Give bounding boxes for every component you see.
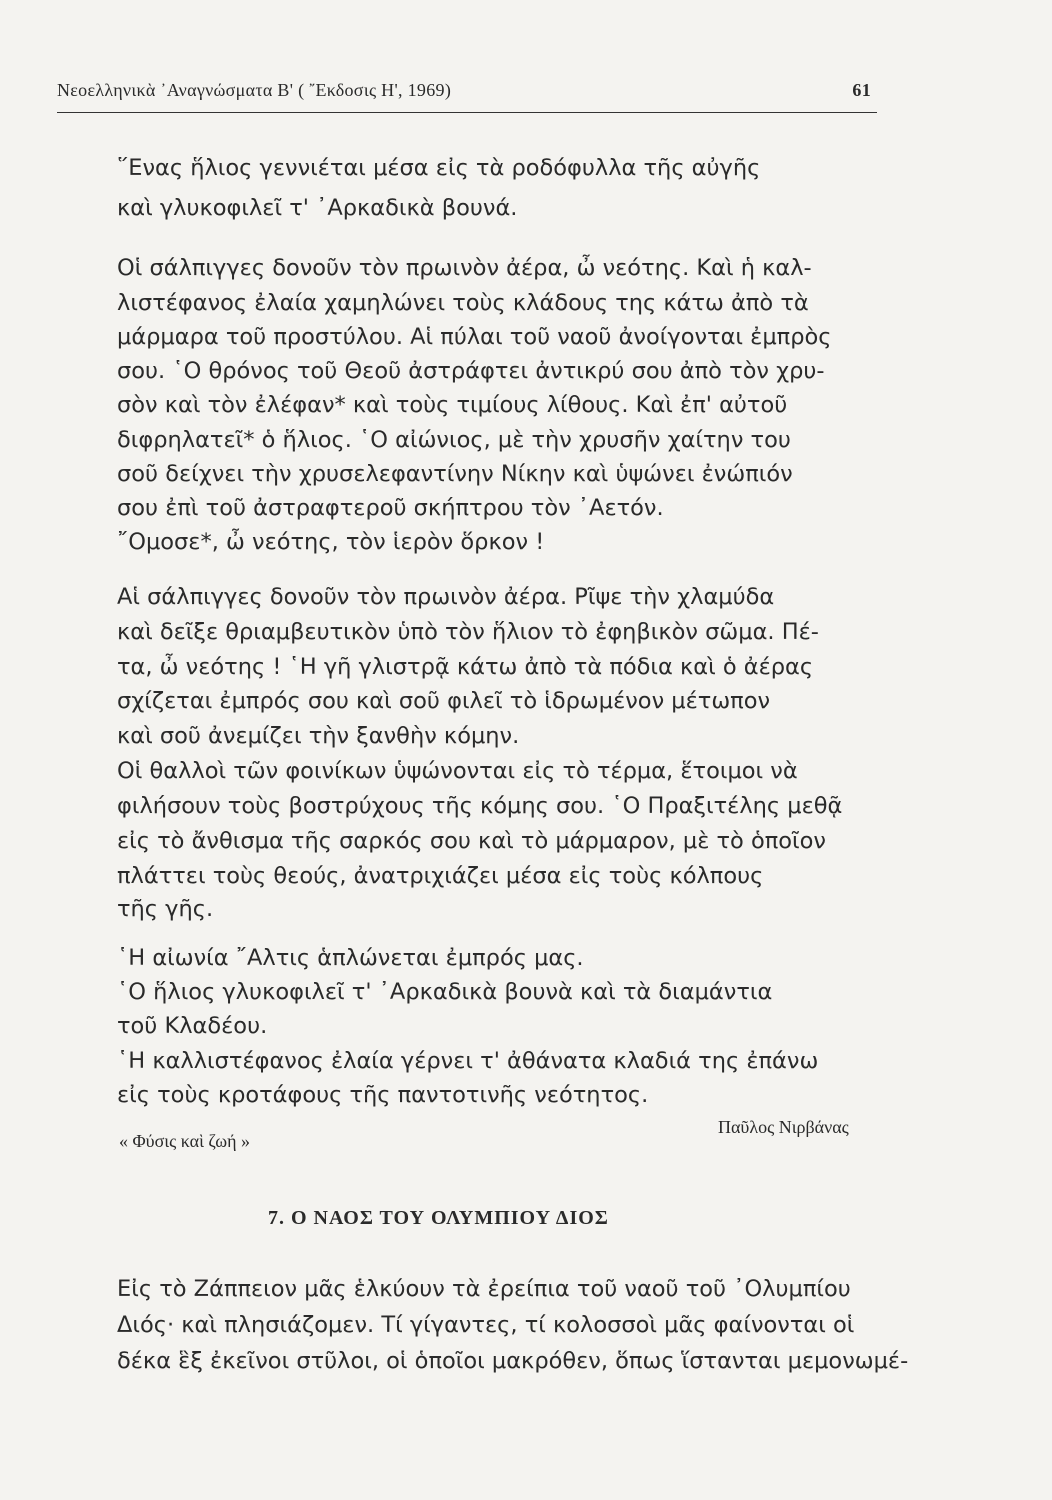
text-line: ῎Ομοσε*, ὦ νεότης, τὸν ἱερὸν ὅρκον ! — [117, 529, 545, 555]
section-heading: 7. Ο ΝΑΟΣ ΤΟΥ ΟΛΥΜΠΙΟΥ ΔΙΟΣ — [268, 1207, 609, 1229]
text-line: δέκα ἓξ ἐκεῖνοι στῦλοι, οἱ ὁποῖοι μακρόθεν, ὅπως ἵστανται μεμονωμέ- — [117, 1348, 909, 1374]
author-signature: Παῦλος Νιρβάνας — [718, 1117, 849, 1137]
source-citation: « Φύσις καὶ ζωή » — [119, 1131, 250, 1151]
text-line: εἰς τὸ ἄνθισμα τῆς σαρκός σου καὶ τὸ μάρμαρον, μὲ τὸ ὁποῖον — [117, 828, 826, 854]
text-line: εἰς τοὺς κροτάφους τῆς παντοτινῆς νεότητος. — [117, 1082, 649, 1108]
text-line: ῾Ο ἥλιος γλυκοφιλεῖ τ' ᾿Αρκαδικὰ βουνὰ καὶ τὰ διαμάντια — [117, 979, 773, 1005]
text-line: διφρηλατεῖ* ὁ ἥλιος. ῾Ο αἰώνιος, μὲ τὴν χρυσῆν χαίτην του — [117, 427, 791, 453]
text-line: ῾Η αἰωνία ῎Αλτις ἁπλώνεται ἐμπρός μας. — [117, 945, 584, 971]
text-line: Εἰς τὸ Ζάππειον μᾶς ἑλκύουν τὰ ἐρείπια τοῦ ναοῦ τοῦ ᾿Ολυμπίου — [117, 1276, 851, 1302]
text-line: σοῦ δείχνει τὴν χρυσελεφαντίνην Νίκην καὶ ὑψώνει ἐνώπιόν — [117, 461, 793, 487]
text-line: Οἱ θαλλοὶ τῶν φοινίκων ὑψώνονται εἰς τὸ τέρμα, ἕτοιμοι νὰ — [117, 758, 798, 784]
text-line: μάρμαρα τοῦ προστύλου. Αἱ πύλαι τοῦ ναοῦ ἀνοίγονται ἐμπρὸς — [117, 324, 832, 350]
text-line: λιστέφανος ἐλαία χαμηλώνει τοὺς κλάδους της κάτω ἀπὸ τὰ — [117, 290, 809, 316]
text-line: σχίζεται ἐμπρός σου καὶ σοῦ φιλεῖ τὸ ἱδρωμένον μέτωπον — [117, 688, 771, 714]
header-title: Νεοελληνικὰ ᾿Αναγνώσματα Β' ( ῎Εκδοσις Η', 1969) — [57, 80, 452, 100]
header-rule — [57, 112, 877, 113]
text-line: φιλήσουν τοὺς βοστρύχους τῆς κόμης σου. ῾Ο Πραξιτέλης μεθᾷ — [117, 793, 843, 819]
text-line: καὶ σοῦ ἀνεμίζει τὴν ξανθὴν κόμην. — [117, 723, 520, 749]
text-line: σου ἐπὶ τοῦ ἀστραφτεροῦ σκήπτρου τὸν ᾿Αετόν. — [117, 495, 664, 521]
text-line: σὸν καὶ τὸν ἐλέφαν* καὶ τοὺς τιμίους λίθους. Καὶ ἐπ' αὐτοῦ — [117, 392, 788, 418]
text-line: τα, ὦ νεότης ! ῾Η γῆ γλιστρᾷ κάτω ἀπὸ τὰ πόδια καὶ ὁ ἀέρας — [117, 654, 814, 680]
text-line: καὶ δεῖξε θριαμβευτικὸν ὑπὸ τὸν ἥλιον τὸ ἐφηβικὸν σῶμα. Πέ- — [117, 619, 819, 645]
text-line: Διός· καὶ πλησιάζομεν. Τί γίγαντες, τί κολοσσοὶ μᾶς φαίνονται οἱ — [117, 1312, 855, 1338]
page-number: 61 — [852, 80, 871, 100]
text-line: σου. ῾Ο θρόνος τοῦ Θεοῦ ἀστράφτει ἀντικρύ σου ἀπὸ τὸν χρυ- — [117, 358, 825, 384]
text-line: ῾Η καλλιστέφανος ἐλαία γέρνει τ' ἀθάνατα κλαδιά της ἐπάνω — [117, 1048, 819, 1074]
text-line: πλάττει τοὺς θεούς, ἀνατριχιάζει μέσα εἰς τοὺς κόλπους — [117, 863, 764, 889]
text-line: τοῦ Κλαδέου. — [117, 1013, 268, 1039]
text-line: καὶ γλυκοφιλεῖ τ' ᾿Αρκαδικὰ βουνά. — [117, 195, 518, 221]
text-line: ῞Ενας ἥλιος γεννιέται μέσα εἰς τὰ ροδόφυλλα τῆς αὐγῆς — [117, 155, 761, 181]
text-line: τῆς γῆς. — [117, 896, 214, 922]
text-line: Οἱ σάλπιγγες δονοῦν τὸν πρωινὸν ἀέρα, ὦ νεότης. Καὶ ἡ καλ- — [117, 255, 812, 281]
text-line: Αἱ σάλπιγγες δονοῦν τὸν πρωινὸν ἀέρα. Ρῖψε τὴν χλαμύδα — [117, 584, 775, 610]
running-header — [57, 80, 877, 110]
